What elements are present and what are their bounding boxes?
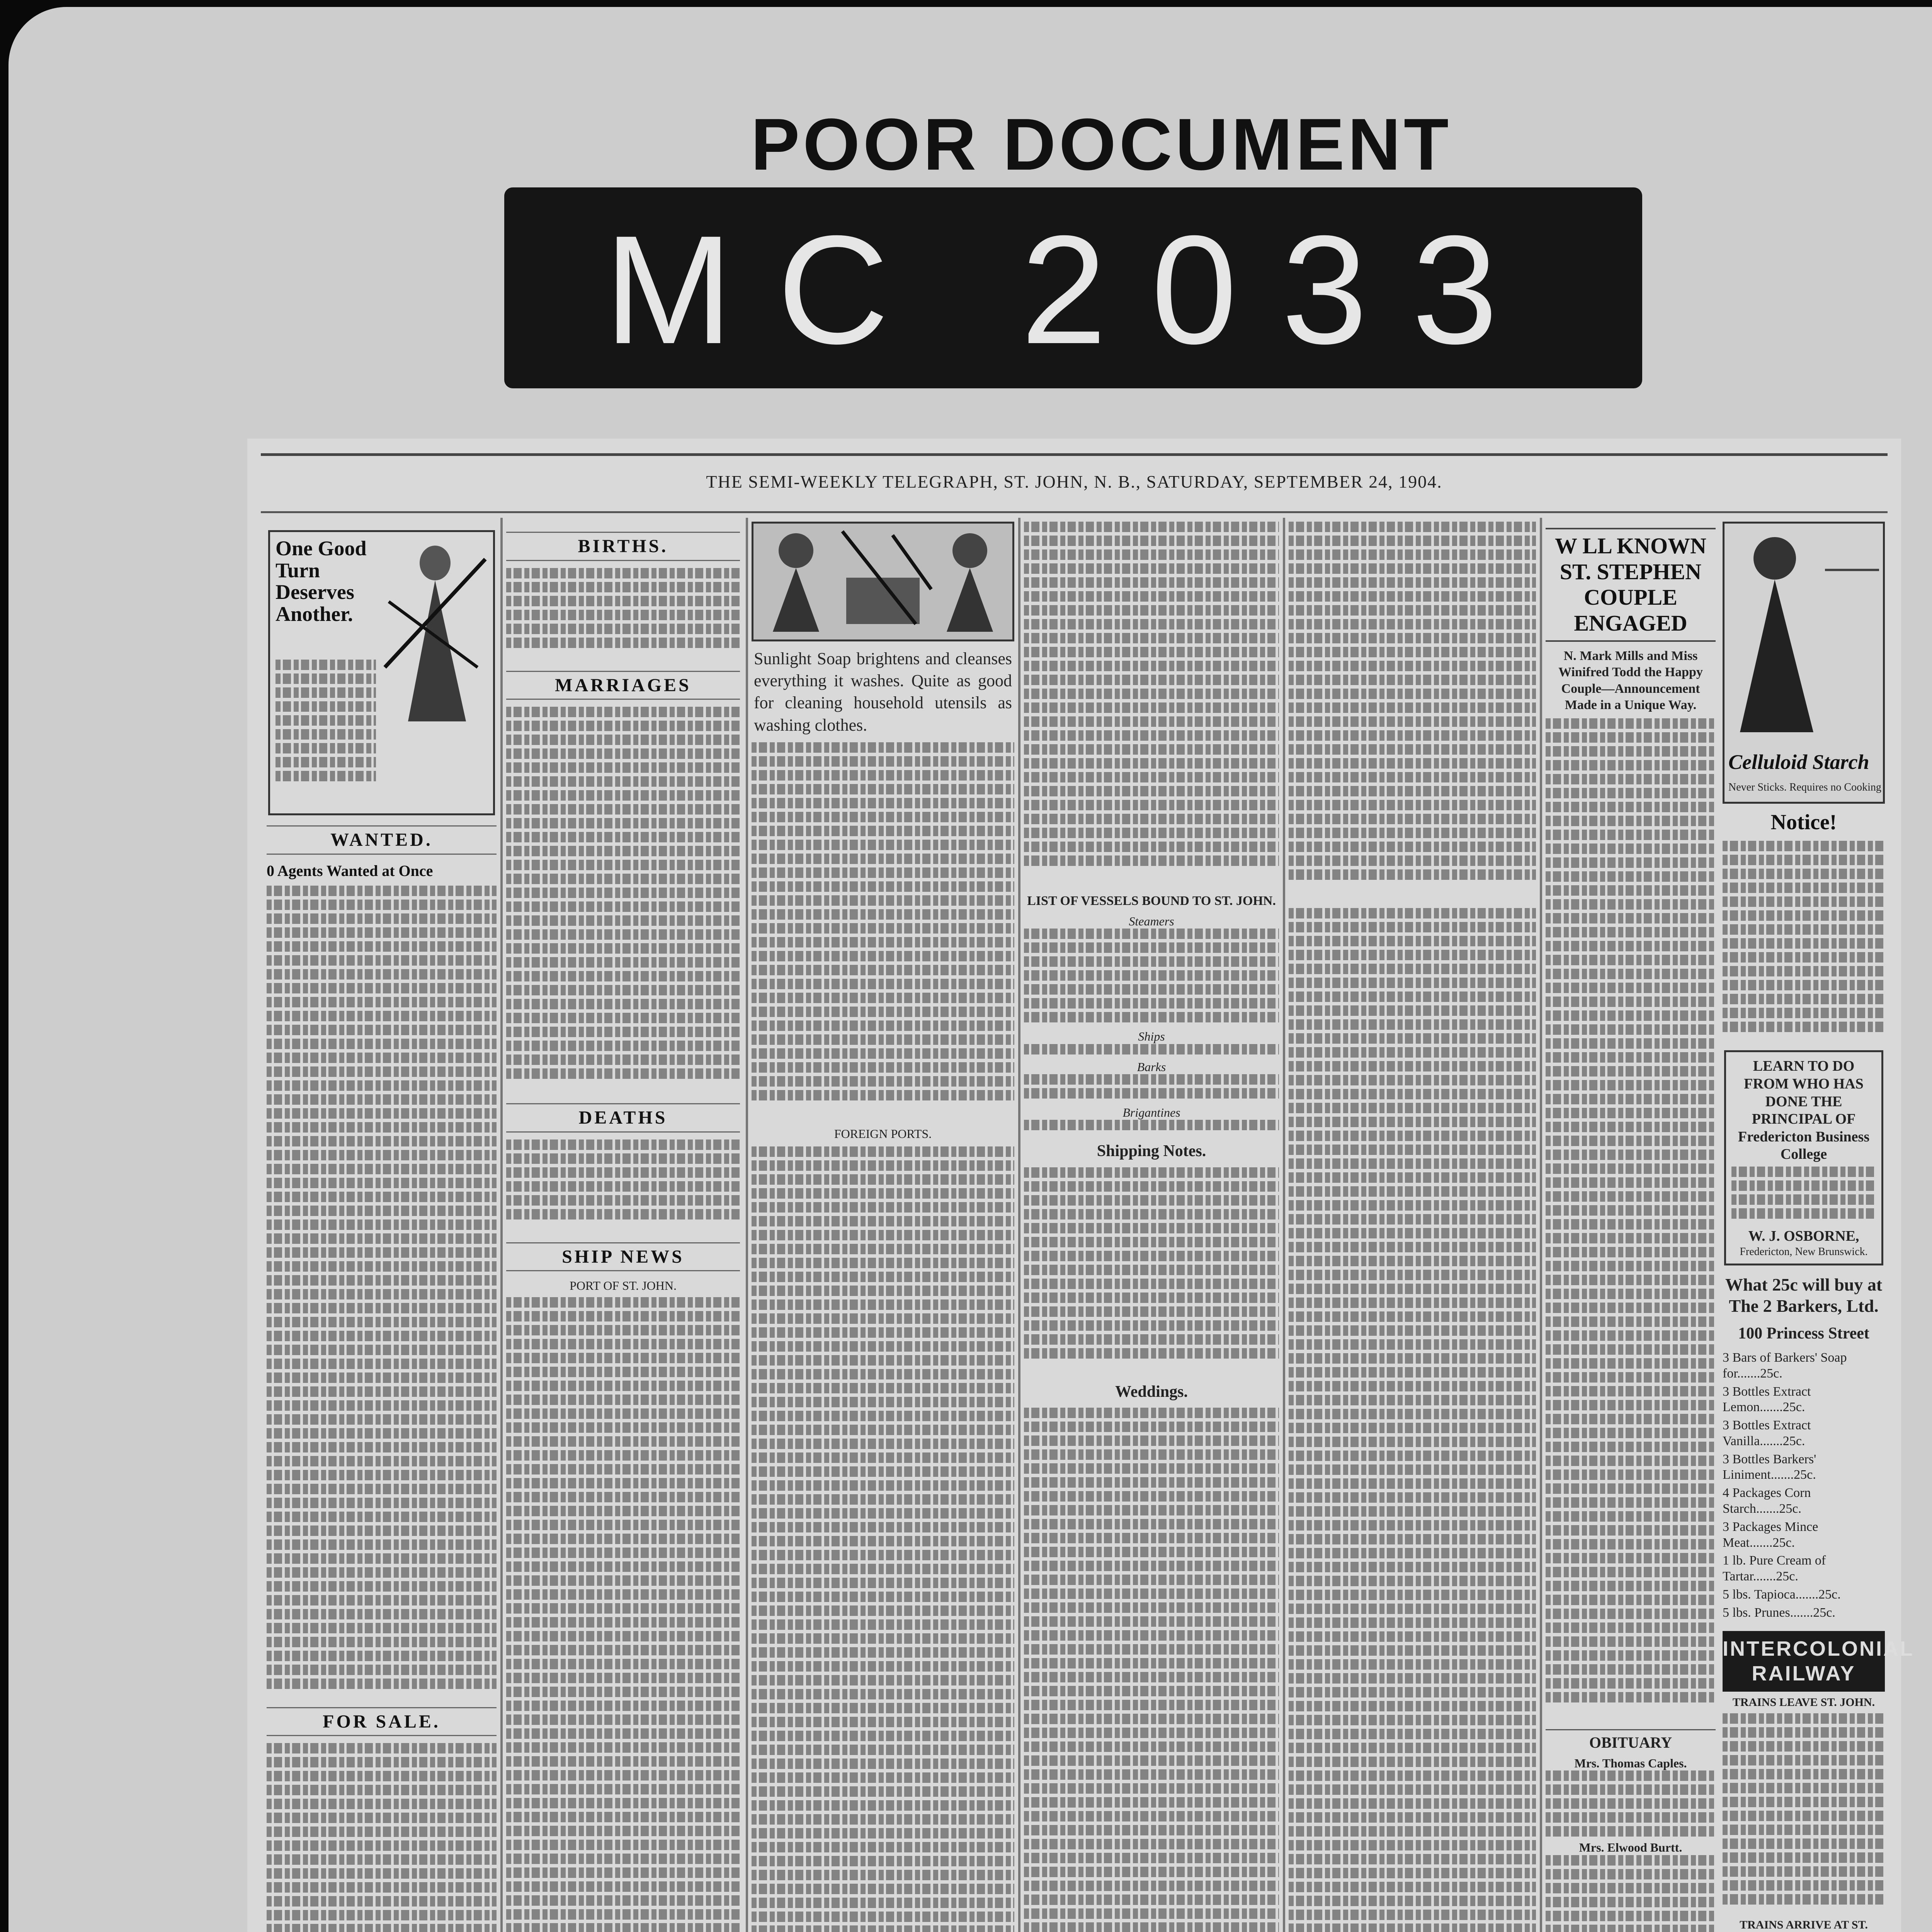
business-college-body [1731,1167,1876,1225]
steamers-list [1024,929,1279,1029]
trains-arrive-heading: TRAINS ARRIVE AT ST. [1740,1918,1868,1932]
vessels-bound-heading: LIST OF VESSELS BOUND TO ST. JOHN. [1027,894,1276,908]
obituary-burtt: Mrs. Elwood Burtt. [1579,1840,1682,1855]
obituary-burtt-body [1546,1855,1716,1932]
column-3 [752,522,1014,1932]
deaths-listings [506,1139,740,1232]
engagement-body [1546,718,1716,1723]
agents-wanted-heading: 0 Agents Wanted at Once [267,862,433,879]
notice-heading: Notice! [1770,810,1837,834]
wedding-reports-continued [1289,522,1536,908]
price-list-item: 5 lbs. Tapioca.......25c. [1723,1587,1841,1602]
page-top-rule [261,453,1888,456]
marriages-listings [506,707,740,1093]
port-arrivals-list [506,1297,740,1932]
price-list-item: 4 Packages Corn Starch.......25c. [1723,1486,1811,1516]
trains-leave-table [1723,1713,1885,1914]
births-heading: BIRTHS. [506,532,740,561]
barkers-headline: What 25c will buy at The 2 Barkers, Ltd. [1725,1275,1883,1316]
deaths-heading: DEATHS [506,1103,740,1133]
business-college-advertisement [1724,1050,1883,1265]
for-sale-listings [267,1743,497,1932]
port-of-st-john-heading: PORT OF ST. JOHN. [570,1279,677,1293]
lady-figure-icon [1725,524,1883,740]
price-list-item: 1 lb. Pure Cream of Tartar.......25c. [1723,1553,1826,1584]
ships-list [1024,1044,1279,1060]
document-code: MC 2033 [604,203,1543,376]
obituary-caples-body [1546,1770,1716,1840]
advertisement-good-turn [268,530,495,815]
engagement-article [1546,522,1716,1932]
births-listings [506,568,740,661]
right-ads-column [1723,522,1914,1932]
obituary-heading: OBITUARY [1546,1729,1716,1752]
weddings-body [1024,1408,1279,1932]
top-right-block [1546,522,1914,1932]
price-list-item: 5 lbs. Prunes.......25c. [1723,1605,1835,1620]
engagement-subheadline: N. Mark Mills and Miss Winifred Todd the Happy Couple—Announcement Made in a Unique Way. [1558,648,1703,713]
barkers-price-list [1723,1350,1885,1621]
price-list-item: 3 Bottles Barkers' Liniment.......25c. [1723,1452,1816,1482]
newspaper-page [247,439,1914,1932]
column-5 [1289,522,1536,1932]
soap-advertisement-illustration [752,522,1014,641]
intercolonial-railway-banner: INTERCOLONIAL RAILWAY [1723,1631,1885,1692]
column-6 [1546,522,1914,1932]
engagement-headline: W LL KNOWN ST. STEPHEN COUPLE ENGAGED [1546,528,1716,642]
price-list-item: 3 Bottles Extract Lemon.......25c. [1723,1384,1811,1415]
poor-document-label: POOR DOCUMENT [751,104,1452,185]
celluloid-starch-logo: Celluloid Starch [1728,750,1869,774]
brigantines-list [1024,1120,1279,1135]
barks-list [1024,1074,1279,1105]
column-rule [1018,518,1020,1932]
obituary-caples: Mrs. Thomas Caples. [1574,1756,1687,1770]
celluloid-starch-tagline: Never Sticks. Requires no Cooking [1728,781,1881,794]
page-header-rule [261,511,1888,513]
celluloid-starch-advertisement [1723,522,1885,804]
wanted-listings [267,886,497,1697]
trains-leave-heading: TRAINS LEAVE ST. JOHN. [1732,1696,1875,1709]
newspaper-running-head: THE SEMI-WEEKLY TELEGRAPH, ST. JOHN, N. B., SATURDAY, SEPTEMBER 24, 1904. [706,472,1442,492]
barks-subheading: Barks [1137,1060,1166,1074]
wedding-reports-body [1289,908,1536,1932]
column-1 [267,522,497,1932]
ad-body-text [276,660,376,791]
ship-list-continued [1024,522,1279,889]
for-sale-heading: FOR SALE. [267,1707,497,1736]
column-4 [1024,522,1279,1932]
ship-arrivals-continued [752,742,1014,1121]
woman-illustration-icon [377,540,489,741]
shipping-notes-heading: Shipping Notes. [1097,1142,1206,1160]
business-college-headline: LEARN TO DO FROM WHO HAS DONE THE PRINCIPAL OF Fredericton Business College [1738,1058,1870,1163]
ship-news-heading: SHIP NEWS [506,1242,740,1272]
column-2 [506,522,740,1932]
ships-subheading: Ships [1138,1029,1165,1044]
sunlight-soap-ad-text: Sunlight Soap brightens and cleanses everything it washes. Quite as good for cleaning household utensils as washing clothes. [754,649,1012,735]
osborne-name: W. J. OSBORNE, [1748,1228,1859,1244]
price-list-item: 3 Bottles Extract Vanilla.......25c. [1723,1418,1811,1448]
foreign-ports-list [752,1146,1014,1932]
column-rule [500,518,503,1932]
column-rule [1540,518,1542,1932]
shipping-notes-body [1024,1167,1279,1376]
marriages-heading: MARRIAGES [506,671,740,700]
foreign-ports-heading: FOREIGN PORTS. [834,1126,932,1141]
price-list-item: 3 Packages Mince Meat.......25c. [1723,1519,1818,1550]
ad-headline: One Good Turn Deserves Another. [276,537,367,626]
barkers-address: 100 Princess Street [1738,1324,1869,1342]
price-list-item: 3 Bars of Barkers' Soap for.......25c. [1723,1350,1847,1381]
osborne-location: Fredericton, New Brunswick. [1740,1245,1868,1258]
wanted-heading: WANTED. [267,825,497,855]
notice-body [1723,841,1885,1042]
washing-scene-icon [753,524,1012,636]
column-rule [1283,518,1285,1932]
weddings-heading: Weddings. [1115,1383,1188,1401]
steamers-subheading: Steamers [1129,914,1174,928]
brigantines-subheading: Brigantines [1122,1105,1180,1119]
column-rule [746,518,748,1932]
